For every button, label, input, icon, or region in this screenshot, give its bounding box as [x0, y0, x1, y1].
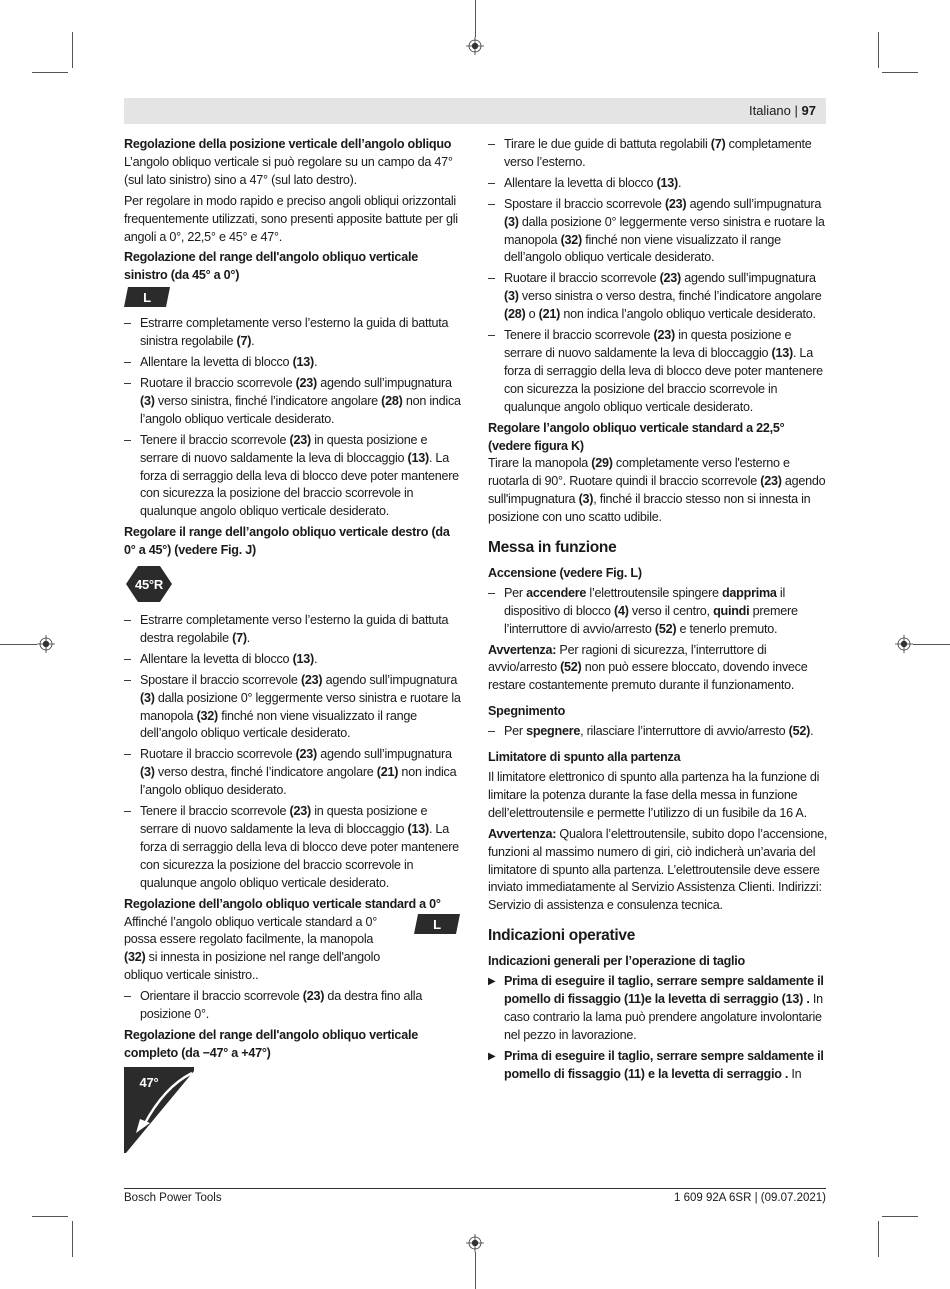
text-run: Spostare il braccio scorrevole — [140, 672, 301, 687]
right-column — [488, 136, 828, 1087]
emphasis-run: (21) — [376, 765, 399, 780]
crop-mark — [475, 1252, 476, 1289]
text-run: Affinché l’angolo obliquo verticale standard a 0° possa essere regolato facilmente, la manopola — [124, 914, 377, 947]
emphasis-run: (23) — [659, 271, 681, 286]
text-run: premere l’interruttore di avvio/arresto — [504, 603, 798, 636]
emphasis-run: (28) — [504, 307, 526, 322]
paragraph-with-badge — [124, 914, 464, 986]
list-item — [488, 175, 828, 193]
paragraph: L’angolo obliquo verticale si può regolare su un campo da 47° (sul lato sinistro) sino a 47° (sul lato destro). — [124, 154, 453, 187]
emphasis-run: (13) — [407, 822, 429, 836]
emphasis-run: (7) — [710, 137, 726, 151]
left-bevel-badge-icon — [414, 914, 460, 934]
emphasis-run: (7) — [232, 630, 247, 645]
crop-mark — [475, 0, 476, 37]
left-bevel-badge-icon — [124, 287, 170, 307]
page-header — [124, 98, 826, 124]
text-run: non indica l’angolo obliquo verticale desiderato. — [140, 393, 461, 426]
text-run: . — [313, 651, 318, 666]
list-item — [488, 270, 828, 324]
text-run: e tenerlo premuto. — [676, 621, 778, 636]
emphasis-run: (3) — [578, 492, 594, 507]
text-run: finché non viene visualizzato il range dell’angolo obliquo verticale desiderato. — [504, 232, 781, 265]
emphasis-run: (23) — [295, 375, 317, 390]
list-item — [488, 136, 828, 172]
emphasis-run: dapprima — [721, 585, 777, 600]
footer-brand: Bosch Power Tools — [124, 1192, 222, 1204]
text-run: dalla posizione 0° leggermente verso sinistra e ruotare la manopola — [140, 690, 461, 723]
list-item — [124, 315, 464, 351]
header-separator: | — [794, 103, 798, 118]
text-run: Ruotare il braccio scorrevole — [140, 747, 296, 762]
crop-mark — [32, 1216, 68, 1217]
text-run: Prima di eseguire il taglio, serrare sempre saldamente il pomello di fissaggio (11)e la levetta di serraggio (13) . — [504, 974, 824, 1006]
note-label: Avvertenza: — [488, 642, 557, 657]
badge-label: 47° — [139, 1074, 159, 1090]
text-run: dalla posizione 0° leggermente verso sinistra e ruotare la manopola — [504, 214, 825, 247]
emphasis-run: (3) — [140, 765, 155, 780]
section-title: Regolazione della posizione verticale dell’angolo obliquo — [124, 137, 452, 151]
list-item — [124, 803, 464, 893]
emphasis-run: (23) — [295, 747, 317, 762]
emphasis-run: (23) — [653, 328, 675, 343]
text-run: non indica l’angolo obliquo desiderato. — [140, 765, 457, 798]
text-run: Ruotare il braccio scorrevole — [140, 375, 296, 390]
note-text: Qualora l’elettroutensile, subito dopo l’accensione, funzioni al massimo numero di giri, ciò indicherà un’avaria del limitatore di spunto alla partenza. L’elettroutensile deve essere inviato immediatamente al Servizio Assistenza Clienti. Indirizzi: Servizio di assistenza e consulenza tecnica. — [488, 826, 828, 913]
text-run: Estrarre completamente verso l’esterno la guida di battuta destra regolabile — [140, 613, 449, 645]
emphasis-run: (52) — [788, 724, 811, 739]
text-run: Tenere il braccio scorrevole — [140, 432, 290, 447]
emphasis-run: (13) — [407, 450, 429, 465]
crop-mark — [0, 644, 37, 645]
section-title: Accensione (vedere Fig. L) — [488, 565, 642, 580]
crop-mark — [32, 72, 68, 73]
text-run: Allentare la levetta di blocco — [140, 651, 293, 666]
emphasis-run: accendere — [526, 585, 587, 600]
registration-mark-icon — [466, 1234, 484, 1252]
warning-list — [488, 973, 828, 1083]
list-item — [124, 432, 464, 522]
emphasis-run: (23) — [289, 804, 311, 819]
emphasis-run: (23) — [664, 196, 687, 211]
note-paragraph — [488, 826, 828, 916]
list-item — [124, 612, 464, 648]
text-run: , rilasciare l’interruttore di avvio/arresto — [580, 724, 789, 739]
text-run: . — [251, 334, 255, 349]
text-run: agendo sull’impugnatura — [686, 196, 822, 211]
paragraph — [124, 914, 394, 986]
chapter-heading: Messa in funzione — [488, 539, 617, 557]
right-bevel-badge-icon — [124, 564, 172, 604]
paragraph: Per regolare in modo rapido e preciso angoli obliqui orizzontali frequentemente utilizzati, sono presenti apposite battute per gli angoli a 0°, 22,5° e 45° e 47°. — [124, 193, 458, 244]
section-title: Indicazioni generali per l’operazione di taglio — [488, 954, 745, 969]
footer-rule — [124, 1188, 826, 1189]
emphasis-run: (52) — [654, 621, 677, 636]
emphasis-run: spegnere — [526, 724, 581, 739]
text-run: l’elettroutensile spingere — [586, 585, 722, 600]
text-run: da destra fino alla posizione 0°. — [140, 989, 423, 1022]
text-run: . — [246, 630, 251, 645]
text-run: in questa posizione e serrare di nuovo saldamente la leva di bloccaggio — [140, 432, 428, 465]
text-run: verso sinistra, finché l’indicatore angolare — [154, 393, 382, 408]
text-run: Tirare le due guide di battuta regolabili — [504, 137, 711, 151]
text-run: Tirare la manopola — [488, 456, 592, 471]
text-run: si innesta in posizione nel range dell'angolo obliquo verticale sinistro.. — [124, 950, 380, 983]
note-paragraph — [488, 642, 828, 696]
text-run: agendo sull’impugnatura — [322, 672, 458, 687]
text-run: non indica l’angolo obliquo verticale desiderato. — [560, 307, 816, 322]
text-run: agendo sull’impugnatura — [681, 271, 816, 286]
section-title: Limitatore di spunto alla partenza — [488, 750, 681, 765]
text-run: . — [313, 355, 318, 370]
text-run: agendo sull’impugnatura — [317, 375, 452, 390]
list-item — [488, 723, 828, 741]
list-item — [124, 354, 464, 372]
text-run: Estrarre completamente verso l’esterno la guida di battuta sinistra regolabile — [140, 316, 449, 349]
crop-mark — [72, 1221, 73, 1257]
warning-item — [488, 1048, 828, 1084]
badge-label: L — [143, 290, 151, 306]
registration-mark-icon — [895, 635, 913, 653]
warning-item — [488, 973, 828, 1045]
text-run: Tenere il braccio scorrevole — [140, 804, 290, 819]
emphasis-run: (3) — [140, 393, 155, 408]
text-run: completamente verso l’esterno. — [504, 137, 812, 169]
instruction-list — [124, 988, 464, 1024]
crop-mark — [878, 32, 879, 68]
text-run: verso destra, finché l’indicatore angolare — [154, 765, 377, 780]
section-title: Regolare il range dell’angolo obliquo verticale destro (da 0° a 45°) (vedere Fig. J) — [124, 525, 450, 558]
instruction-list — [124, 612, 464, 893]
emphasis-run: (3) — [504, 289, 519, 304]
emphasis-run: (3) — [504, 214, 519, 229]
text-run: Allentare la levetta di blocco — [140, 355, 293, 370]
text-run: completamente verso l'esterno e ruotarla di 90°. Ruotare quindi il braccio scorrevole — [488, 456, 790, 489]
list-item — [488, 585, 828, 639]
list-item — [124, 651, 464, 669]
emphasis-run: (3) — [140, 690, 155, 705]
text-run: Ruotare il braccio scorrevole — [504, 271, 660, 286]
crop-mark — [882, 72, 918, 73]
emphasis-run: (32) — [196, 708, 218, 723]
text-run: . La forza di serraggio della leva di blocco deve poter mantenere con sicurezza la posizione del braccio scorrevole in qualunque angolo obliquo verticale desiderato. — [504, 345, 823, 414]
crop-mark — [72, 32, 73, 68]
text-run: . — [810, 724, 814, 739]
left-column — [124, 136, 464, 1153]
footer-doc-id: 1 609 92A 6SR | (09.07.2021) — [674, 1192, 826, 1204]
text-run: agendo sull'impugnatura — [488, 474, 826, 507]
note-label: Avvertenza: — [488, 826, 557, 841]
section-title: Regolazione dell’angolo obliquo verticale standard a 0° — [124, 896, 441, 911]
list-item — [124, 672, 464, 744]
section-title: Regolazione del range dell'angolo obliquo verticale completo (da −47° a +47°) — [124, 1027, 418, 1060]
instruction-list — [488, 585, 828, 639]
header-language: Italiano — [748, 103, 791, 118]
emphasis-run: (4) — [614, 603, 629, 618]
instruction-list — [488, 723, 828, 741]
registration-mark-icon — [466, 37, 484, 55]
emphasis-run: (29) — [591, 456, 613, 471]
list-item — [124, 746, 464, 800]
emphasis-run: (21) — [538, 307, 561, 322]
emphasis-run: (13) — [771, 345, 793, 360]
text-run: Spostare il braccio scorrevole — [504, 196, 665, 211]
header-text — [749, 103, 816, 118]
emphasis-run: (7) — [236, 334, 252, 349]
emphasis-run: (52) — [560, 660, 582, 675]
text-run: Tenere il braccio scorrevole — [504, 328, 654, 343]
emphasis-run: (13) — [656, 175, 678, 190]
emphasis-run: (28) — [381, 393, 403, 408]
emphasis-run: (13) — [292, 355, 314, 370]
badge-label: 45°R — [134, 577, 164, 593]
text-run: Per ragioni di sicurezza, l’interruttore di avvio/arresto — [488, 642, 767, 675]
text-run: finché non viene visualizzato il range dell’angolo obliquo verticale desiderato. — [140, 708, 417, 741]
emphasis-run: (23) — [302, 989, 325, 1004]
emphasis-run: quindi — [713, 603, 750, 618]
text-run: in questa posizione e serrare di nuovo saldamente la leva di bloccaggio — [140, 804, 428, 836]
crop-mark — [878, 1221, 879, 1257]
text-run: agendo sull’impugnatura — [317, 747, 452, 762]
text-run: Per — [504, 585, 527, 600]
crop-mark — [882, 1216, 918, 1217]
list-item — [488, 196, 828, 268]
registration-mark-icon — [37, 635, 55, 653]
emphasis-run: (23) — [300, 672, 323, 687]
text-run: , finché il braccio stesso non si innesta in posizione con uno scatto udibile. — [488, 492, 811, 525]
instruction-list — [488, 136, 828, 417]
instruction-list — [124, 315, 464, 521]
paragraph: Il limitatore elettronico di spunto alla partenza ha la funzione di limitare la potenza durante la fase della messa in funzione dell’elettroutensile e permette l’utilizzo di un fusibile da 16 A. — [488, 770, 820, 820]
chapter-heading: Indicazioni operative — [488, 927, 636, 945]
section-title: Regolazione del range dell'angolo obliquo verticale sinistro (da 45° a 0°) — [124, 250, 418, 283]
text-run: Per — [504, 724, 527, 739]
text-run: il dispositivo di blocco — [504, 585, 786, 618]
text-run: . La forza di serraggio della leva di blocco deve poter mantenere con sicurezza la posizione del braccio scorrevole in qualunque angolo obliquo verticale desiderato. — [140, 450, 459, 519]
text-run: o — [525, 307, 539, 322]
text-run: in questa posizione e serrare di nuovo saldamente la leva di bloccaggio — [504, 328, 792, 360]
page-number: 97 — [801, 103, 816, 118]
paragraph — [488, 455, 828, 527]
reference-number: (32) — [124, 950, 146, 965]
text-run: Prima di eseguire il taglio, serrare sempre saldamente il pomello di fissaggio (11) e la levetta di serraggio . — [504, 1048, 824, 1081]
text-run: . La forza di serraggio della leva di blocco deve poter mantenere con sicurezza la posizione del braccio scorrevole in qualunque angolo obliquo verticale desiderato. — [140, 822, 459, 890]
emphasis-run: In — [788, 1066, 802, 1081]
crop-mark — [913, 644, 950, 645]
text-run: Allentare la levetta di blocco — [504, 175, 657, 190]
emphasis-run: In caso contrario la lama può prendere angolature involontarie nel pezzo in lavorazione. — [504, 991, 823, 1042]
text-run: non può essere bloccato, dovendo invece restare costantemente premuto durante il funzionamento. — [488, 660, 808, 693]
badge-label: L — [433, 916, 441, 932]
emphasis-run: (13) — [292, 651, 314, 666]
emphasis-run: (32) — [560, 232, 582, 247]
text-run: verso il centro, — [628, 603, 714, 618]
list-item — [124, 988, 464, 1024]
section-title: Spegnimento — [488, 704, 566, 719]
list-item — [124, 375, 464, 429]
text-run: . — [677, 175, 682, 190]
text-run: verso sinistra o verso destra, finché l’indicatore angolare — [518, 289, 822, 304]
text-run: Orientare il braccio scorrevole — [140, 989, 303, 1004]
emphasis-run: (23) — [760, 474, 782, 489]
section-title: Regolare l’angolo obliquo verticale standard a 22,5° (vedere figura K) — [488, 420, 785, 453]
emphasis-run: (23) — [289, 432, 311, 447]
full-bevel-range-badge-icon — [124, 1067, 202, 1153]
list-item — [488, 327, 828, 417]
